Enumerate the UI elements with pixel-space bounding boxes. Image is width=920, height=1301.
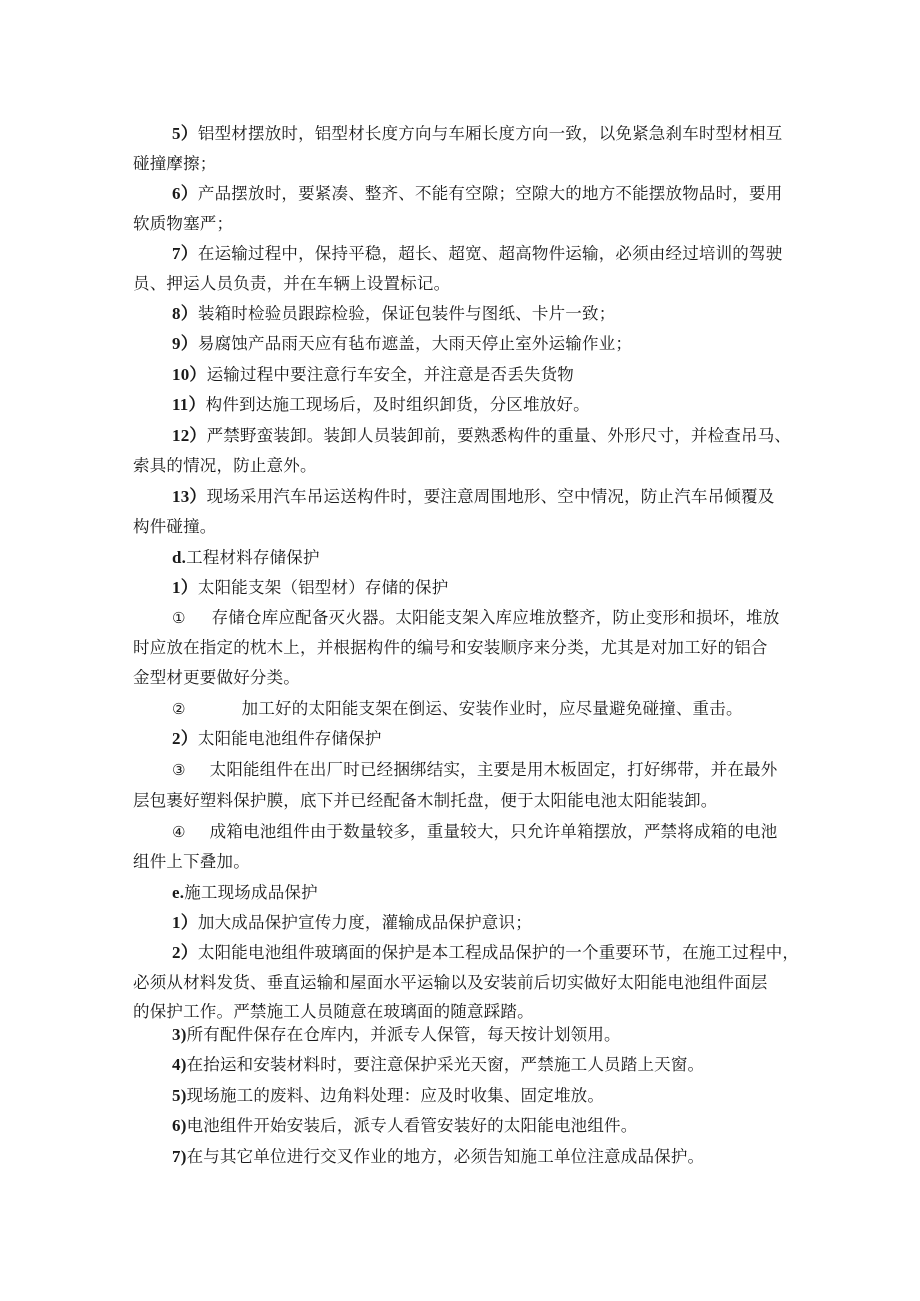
subsection-1-support-storage: 1）太阳能支架（铝型材）存储的保护 xyxy=(172,578,449,597)
item-circled-4-line-2: 组件上下叠加。 xyxy=(133,852,250,871)
paragraph-5-line-2: 碰撞摩擦； xyxy=(133,154,217,173)
site-protection-2-line-1: 2）太阳能电池组件玻璃面的保护是本工程成品保护的一个重要环节，在施工过程中， xyxy=(172,943,800,962)
paragraph-12-line-2: 索具的情况，防止意外。 xyxy=(133,456,317,475)
item-circled-4-line-1: ④ 成箱电池组件由于数量较多，重量较大，只允许单箱摆放，严禁将成箱的电池 xyxy=(172,822,778,841)
paragraph-13-line-2: 构件碰撞。 xyxy=(133,517,217,536)
item-circled-1-line-1: ① 存储仓库应配备灭火器。太阳能支架入库应堆放整齐，防止变形和损坏，堆放 xyxy=(172,608,780,627)
subsection-2-module-storage: 2）太阳能电池组件存储保护 xyxy=(172,729,382,748)
site-protection-4: 4)在抬运和安装材料时，要注意保护采光天窗，严禁施工人员踏上天窗。 xyxy=(172,1055,705,1074)
paragraph-9: 9）易腐蚀产品雨天应有毡布遮盖，大雨天停止室外运输作业； xyxy=(172,334,633,353)
site-protection-6: 6)电池组件开始安装后，派专人看管安装好的太阳能电池组件。 xyxy=(172,1116,638,1135)
item-circled-1-line-3: 金型材更要做好分类。 xyxy=(133,668,300,687)
item-circled-3-line-2: 层包裹好塑料保护膜，底下并已经配备木制托盘，便于太阳能电池太阳能装卸。 xyxy=(133,791,718,810)
site-protection-5: 5)现场施工的废料、边角料处理：应及时收集、固定堆放。 xyxy=(172,1086,605,1105)
paragraph-10: 10）运输过程中要注意行车安全，并注意是否丢失货物 xyxy=(172,365,575,384)
site-protection-3: 3)所有配件保存在仓库内，并派专人保管，每天按计划领用。 xyxy=(172,1025,621,1044)
paragraph-5-line-1: 5）铝型材摆放时，铝型材长度方向与车厢长度方向一致，以免紧急刹车时型材相互 xyxy=(172,124,783,143)
paragraph-12-line-1: 12）严禁野蛮装卸。装卸人员装卸前，要熟悉构件的重量、外形尺寸，并检查吊马、 xyxy=(172,426,792,445)
section-e-heading: e.施工现场成品保护 xyxy=(172,883,318,902)
paragraph-7-line-1: 7）在运输过程中，保持平稳，超长、超宽、超高物件运输，必须由经过培训的驾驶 xyxy=(172,244,783,263)
paragraph-8: 8）装箱时检验员跟踪检验，保证包装件与图纸、卡片一致； xyxy=(172,304,616,323)
paragraph-11: 11）构件到达施工现场后，及时组织卸货，分区堆放好。 xyxy=(172,395,590,414)
paragraph-6-line-1: 6）产品摆放时，要紧凑、整齐、不能有空隙；空隙大的地方不能摆放物品时，要用 xyxy=(172,184,783,203)
paragraph-7-line-2: 员、押运人员负责，并在车辆上设置标记。 xyxy=(133,274,451,293)
section-d-heading: d.工程材料存储保护 xyxy=(172,548,320,567)
item-circled-2: ② 加工好的太阳能支架在倒运、安装作业时，应尽量避免碰撞、重击。 xyxy=(172,699,743,718)
site-protection-2-line-3: 的保护工作。严禁施工人员随意在玻璃面的随意踩踏。 xyxy=(133,1002,534,1021)
site-protection-1: 1）加大成品保护宣传力度，灌输成品保护意识； xyxy=(172,913,532,932)
paragraph-13-line-1: 13）现场采用汽车吊运送构件时，要注意周围地形、空中情况，防止汽车吊倾覆及 xyxy=(172,487,775,506)
paragraph-6-line-2: 软质物塞严； xyxy=(133,214,234,233)
site-protection-2-line-2: 必须从材料发货、垂直运输和屋面水平运输以及安装前后切实做好太阳能电池组件面层 xyxy=(133,973,768,992)
site-protection-7: 7)在与其它单位进行交叉作业的地方，必须告知施工单位注意成品保护。 xyxy=(172,1147,705,1166)
item-circled-1-line-2: 时应放在指定的枕木上，并根据构件的编号和安装顺序来分类，尤其是对加工好的铝合 xyxy=(133,638,768,657)
item-circled-3-line-1: ③ 太阳能组件在出厂时已经捆绑结实，主要是用木板固定，打好绑带，并在最外 xyxy=(172,760,778,779)
